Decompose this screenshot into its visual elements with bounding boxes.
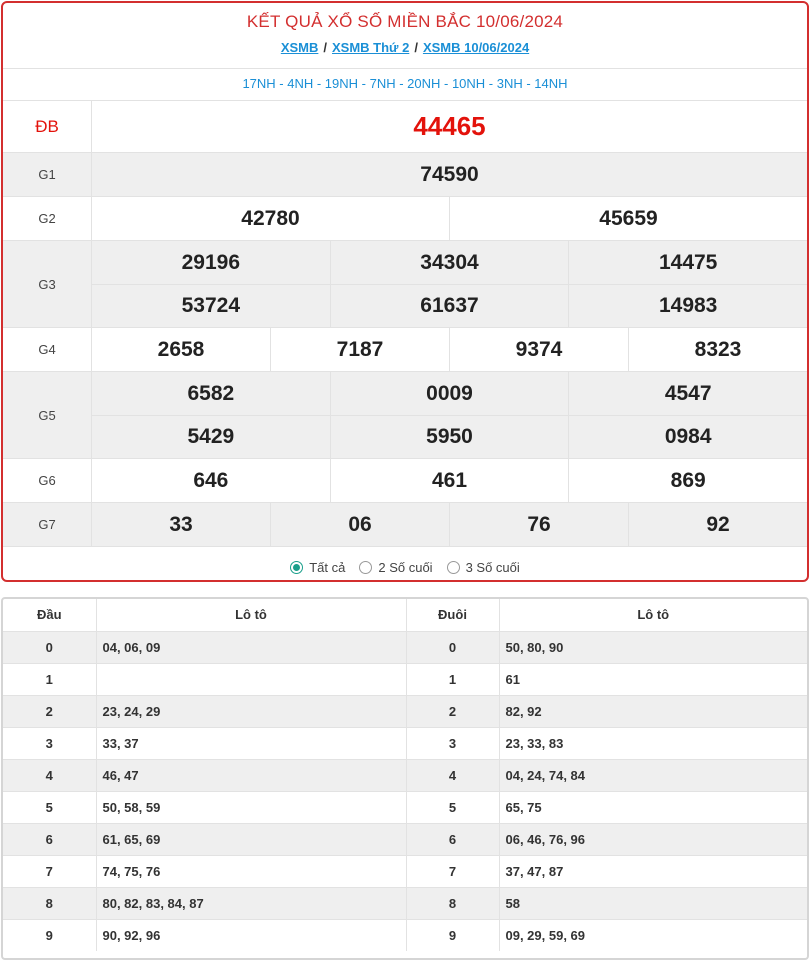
prize-label: G7	[3, 503, 92, 546]
tail-digit: 9	[406, 919, 499, 951]
prize-number: 461	[330, 459, 569, 502]
radio-selected-icon[interactable]	[290, 561, 303, 574]
breadcrumb	[3, 40, 807, 55]
head-digit: 8	[3, 887, 96, 919]
tail-digit: 4	[406, 759, 499, 791]
loto-values: 82, 92	[499, 695, 807, 727]
table-row	[3, 887, 807, 919]
loto-values	[96, 663, 406, 695]
breadcrumb-separator: /	[414, 40, 418, 55]
head-digit: 3	[3, 727, 96, 759]
prize-label: G6	[3, 459, 92, 502]
filter-option-label: 2 Số cuối	[378, 559, 433, 575]
breadcrumb-link-xsmb-thu-2[interactable]: XSMB Thứ 2	[332, 40, 410, 55]
page-title: KẾT QUẢ XỔ SỐ MIỀN BẮC 10/06/2024	[246, 12, 564, 31]
loto-values: 46, 47	[96, 759, 406, 791]
prize-row-g4	[3, 328, 807, 372]
tail-digit: 7	[406, 855, 499, 887]
prize-number: 5429	[187, 425, 235, 448]
table-row	[3, 663, 807, 695]
loto-values: 09, 29, 59, 69	[505, 927, 586, 943]
radio-icon[interactable]	[447, 561, 460, 574]
prize-row-g7	[3, 503, 807, 547]
table-row	[3, 759, 807, 791]
column-header-dau: Đầu	[3, 599, 96, 631]
prize-row-g3	[3, 241, 807, 328]
head-digit: 1	[3, 663, 96, 695]
prize-label: G1	[3, 153, 92, 196]
head-digit: 5	[3, 791, 96, 823]
prize-number: 869	[568, 459, 807, 502]
loto-values: 65, 75	[499, 791, 807, 823]
filter-option-last-2[interactable]	[359, 560, 432, 575]
prize-number: 42780	[241, 206, 300, 230]
head-digit: 6	[3, 823, 96, 855]
table-row	[3, 919, 807, 951]
column-header-loto: Lô tô	[96, 599, 406, 631]
loto-values: 58	[499, 887, 807, 919]
special-codes: 17NH - 4NH - 19NH - 7NH - 20NH - 10NH - 3NH - 14NH	[3, 69, 807, 101]
tail-digit: 6	[406, 823, 499, 855]
loto-table-panel	[1, 597, 809, 960]
prize-number: 646	[193, 468, 229, 492]
loto-table	[3, 599, 807, 951]
loto-values: 06, 46, 76, 96	[499, 823, 807, 855]
prize-number: 29196	[181, 250, 241, 274]
prize-row-g6	[3, 459, 807, 503]
prize-number: 6582	[187, 381, 235, 405]
table-row	[3, 727, 807, 759]
loto-values: 23, 33, 83	[499, 727, 807, 759]
tail-digit: 3	[406, 727, 499, 759]
prize-number: 9374	[449, 328, 628, 371]
loto-values: 23, 24, 29	[96, 695, 406, 727]
prize-number: 45659	[449, 197, 807, 240]
table-row	[3, 855, 807, 887]
breadcrumb-link-xsmb[interactable]: XSMB	[280, 40, 319, 55]
loto-values: 80, 82, 83, 84, 87	[96, 887, 406, 919]
prize-number: 4547	[568, 372, 807, 415]
prize-number: 76	[449, 503, 628, 546]
prize-number: 44465	[413, 111, 486, 141]
results-header	[3, 3, 807, 69]
tail-digit: 1	[406, 663, 499, 695]
digit-filter	[3, 547, 807, 582]
prize-number: 8323	[628, 328, 807, 371]
filter-option-label: 3 Số cuối	[465, 559, 520, 575]
table-row	[3, 791, 807, 823]
results-panel	[1, 1, 809, 582]
loto-values: 61	[499, 663, 807, 695]
loto-values: 50, 58, 59	[96, 791, 406, 823]
prize-number: 53724	[181, 294, 241, 317]
tail-digit: 8	[406, 887, 499, 919]
prize-row-db	[3, 101, 807, 153]
loto-values: 50, 80, 90	[499, 631, 807, 663]
prize-number: 14475	[568, 241, 807, 284]
prize-number: 33	[92, 503, 270, 546]
filter-option-all[interactable]	[290, 560, 345, 575]
prize-number: 0009	[330, 372, 569, 415]
tail-digit: 2	[406, 695, 499, 727]
prize-number: 34304	[330, 241, 569, 284]
prize-number: 14983	[568, 285, 807, 327]
head-digit: 2	[3, 695, 96, 727]
loto-values: 04, 06, 09	[96, 631, 406, 663]
prize-number: 61637	[330, 285, 569, 327]
prize-label: G3	[3, 241, 92, 327]
breadcrumb-link-xsmb-date[interactable]: XSMB 10/06/2024	[422, 40, 530, 55]
radio-icon[interactable]	[359, 561, 372, 574]
breadcrumb-separator: /	[323, 40, 327, 55]
prize-number: 7187	[270, 328, 449, 371]
loto-values: 37, 47, 87	[499, 855, 807, 887]
prize-number: 06	[270, 503, 449, 546]
column-header-loto: Lô tô	[499, 599, 807, 631]
prize-number: 2658	[92, 328, 270, 371]
loto-values: 04, 24, 74, 84	[499, 759, 807, 791]
prize-row-g1	[3, 153, 807, 197]
head-digit: 4	[3, 759, 96, 791]
prize-label: G5	[3, 372, 92, 458]
table-row	[3, 631, 807, 663]
prize-label: ĐB	[3, 101, 92, 152]
prize-label: G4	[3, 328, 92, 371]
table-row	[3, 695, 807, 727]
loto-values: 33, 37	[96, 727, 406, 759]
filter-option-label: Tất cả	[309, 559, 346, 575]
prize-label: G2	[3, 197, 92, 240]
table-row	[3, 823, 807, 855]
filter-option-last-3[interactable]	[447, 560, 520, 575]
prize-number: 0984	[568, 416, 807, 458]
loto-values: 74, 75, 76	[96, 855, 406, 887]
column-header-duoi: Đuôi	[406, 599, 499, 631]
tail-digit: 0	[406, 631, 499, 663]
prize-number: 92	[628, 503, 807, 546]
prize-row-g2	[3, 197, 807, 241]
loto-values: 90, 92, 96	[96, 919, 406, 951]
head-digit: 0	[3, 631, 96, 663]
tail-digit: 5	[406, 791, 499, 823]
prize-number: 74590	[420, 162, 479, 186]
prize-row-g5	[3, 372, 807, 459]
loto-values: 61, 65, 69	[96, 823, 406, 855]
head-digit: 7	[3, 855, 96, 887]
head-digit: 9	[3, 919, 96, 951]
prize-number: 5950	[330, 416, 569, 458]
